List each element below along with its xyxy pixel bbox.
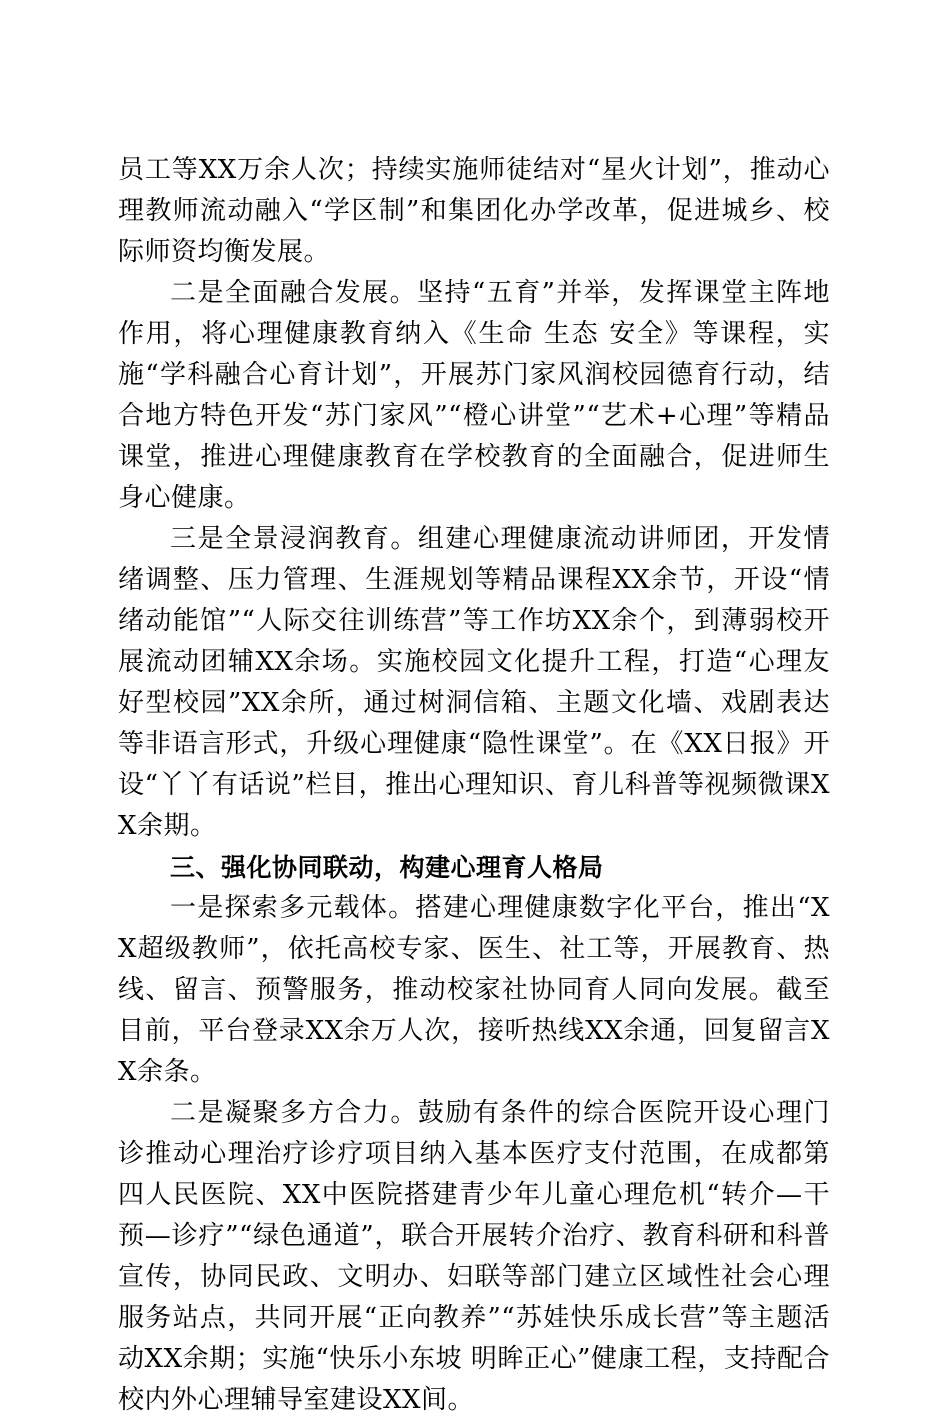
paragraph-4: 一是探索多元载体。搭建心理健康数字化平台，推出“XX超级教师”，依托高校专家、医生、社工等，开展教育、热线、留言、预警服务，推动校家社协同育人同向发展。截至目前，平台登录XX余万人次，接听热线XX余通，回复留言XX余条。 [118, 893, 830, 1087]
document-body [118, 150, 830, 1421]
paragraph-5: 二是凝聚多方合力。鼓励有条件的综合医院开设心理门诊推动心理治疗诊疗项目纳入基本医疗支付范围，在成都第四人民医院、XX中医院搭建青少年儿童心理危机“转介—干预—诊疗”“绿色通道”，联合开展转介治疗、教育科研和科普宣传，协同民政、文明办、妇联等部门建立区域性社会心理服务站点，共同开展“正向教养”“苏娃快乐成长营”等主题活动XX余期；实施“快乐小东坡 明眸正心”健康工程，支持配合校内外心理辅导室建设XX间。 [118, 1098, 830, 1415]
paragraph-2: 二是全面融合发展。坚持“五育”并举，发挥课堂主阵地作用，将心理健康教育纳入《生命 生态 安全》等课程，实施“学科融合心育计划”，开展苏门家风润校园德育行动，结合地方特色开发“苏门家风”“橙心讲堂”“艺术+心理”等精品课堂，推进心理健康教育在学校教育的全面融合，促进师生身心健康。 [118, 278, 830, 513]
section-heading: 三、强化协同联动，构建心理育人格局 [170, 853, 604, 882]
paragraph-1: 员工等XX万余人次；持续实施师徒结对“星火计划”，推动心理教师流动融入“学区制”和集团化办学改革，促进城乡、校际师资均衡发展。 [118, 155, 830, 267]
paragraph-3: 三是全景浸润教育。组建心理健康流动讲师团，开发情绪调整、压力管理、生涯规划等精品课程XX余节，开设“情绪动能馆”“人际交往训练营”等工作坊XX余个，到薄弱校开展流动团辅XX余场。实施校园文化提升工程，打造“心理友好型校园”XX余所，通过树洞信箱、主题文化墙、戏剧表达等非语言形式，升级心理健康“隐性课堂”。在《XX日报》开设“丫丫有话说”栏目，推出心理知识、育儿科普等视频微课XX余期。 [118, 524, 830, 841]
